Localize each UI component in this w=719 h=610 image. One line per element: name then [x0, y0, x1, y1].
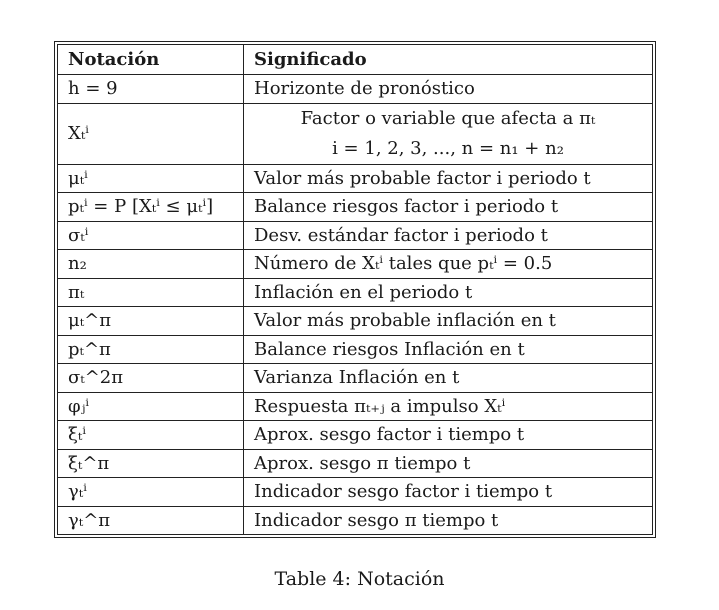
row-symbol: γₜ^π [58, 506, 244, 535]
row-meaning: Indicador sesgo π tiempo t [244, 506, 653, 535]
table-row [58, 103, 653, 164]
table-caption: Table 4: Notación [274, 568, 445, 590]
row-symbol: ξₜⁱ [58, 421, 244, 450]
table-row [58, 278, 653, 307]
row-symbol: ξₜ^π [58, 449, 244, 478]
row-symbol: n₂ [58, 250, 244, 279]
table-row [58, 335, 653, 364]
row-symbol: Xₜⁱ [58, 103, 244, 164]
row-meaning: Inflación en el periodo t [244, 278, 653, 307]
row-symbol: μₜⁱ [58, 164, 244, 193]
row-meaning: Valor más probable inflación en t [244, 307, 653, 336]
table-row [58, 307, 653, 336]
table-row [58, 75, 653, 104]
table-row [58, 250, 653, 279]
row-symbol: μₜ^π [58, 307, 244, 336]
row-meaning: Valor más probable factor i periodo t [244, 164, 653, 193]
row-symbol: pₜⁱ = P [Xₜⁱ ≤ μₜⁱ] [58, 193, 244, 222]
notation-table [57, 44, 653, 535]
row-meaning: Balance riesgos Inflación en t [244, 335, 653, 364]
row-symbol: πₜ [58, 278, 244, 307]
notation-table-frame [54, 41, 656, 538]
row-meaning: Desv. estándar factor i periodo t [244, 221, 653, 250]
row-symbol: σₜ^2π [58, 364, 244, 393]
row-symbol: pₜ^π [58, 335, 244, 364]
row-symbol: h = 9 [58, 75, 244, 104]
row-meaning: Varianza Inflación en t [244, 364, 653, 393]
table-row [58, 364, 653, 393]
row-meaning [244, 103, 653, 164]
table-row [58, 449, 653, 478]
table-row [58, 164, 653, 193]
row-symbol: γₜⁱ [58, 478, 244, 507]
row-symbol: φⱼⁱ [58, 392, 244, 421]
table-row [58, 193, 653, 222]
row-meaning: Horizonte de pronóstico [244, 75, 653, 104]
header-meaning: Significado [244, 45, 653, 75]
table-row [58, 506, 653, 535]
row-meaning: Indicador sesgo factor i tiempo t [244, 478, 653, 507]
row-meaning: Número de Xₜⁱ tales que pₜⁱ = 0.5 [244, 250, 653, 279]
row-meaning: Respuesta πₜ₊ⱼ a impulso Xₜⁱ [244, 392, 653, 421]
row-meaning-line-1: Factor o variable que afecta a πₜ [300, 107, 596, 129]
row-meaning-line-2: i = 1, 2, 3, ..., n = n₁ + n₂ [332, 137, 564, 159]
table-row [58, 478, 653, 507]
table-row [58, 392, 653, 421]
table-row [58, 421, 653, 450]
header-notation: Notación [58, 45, 244, 75]
row-meaning: Aprox. sesgo π tiempo t [244, 449, 653, 478]
row-meaning: Aprox. sesgo factor i tiempo t [244, 421, 653, 450]
table-row [58, 221, 653, 250]
row-symbol: σₜⁱ [58, 221, 244, 250]
row-meaning: Balance riesgos factor i periodo t [244, 193, 653, 222]
table-header-row [58, 45, 653, 75]
